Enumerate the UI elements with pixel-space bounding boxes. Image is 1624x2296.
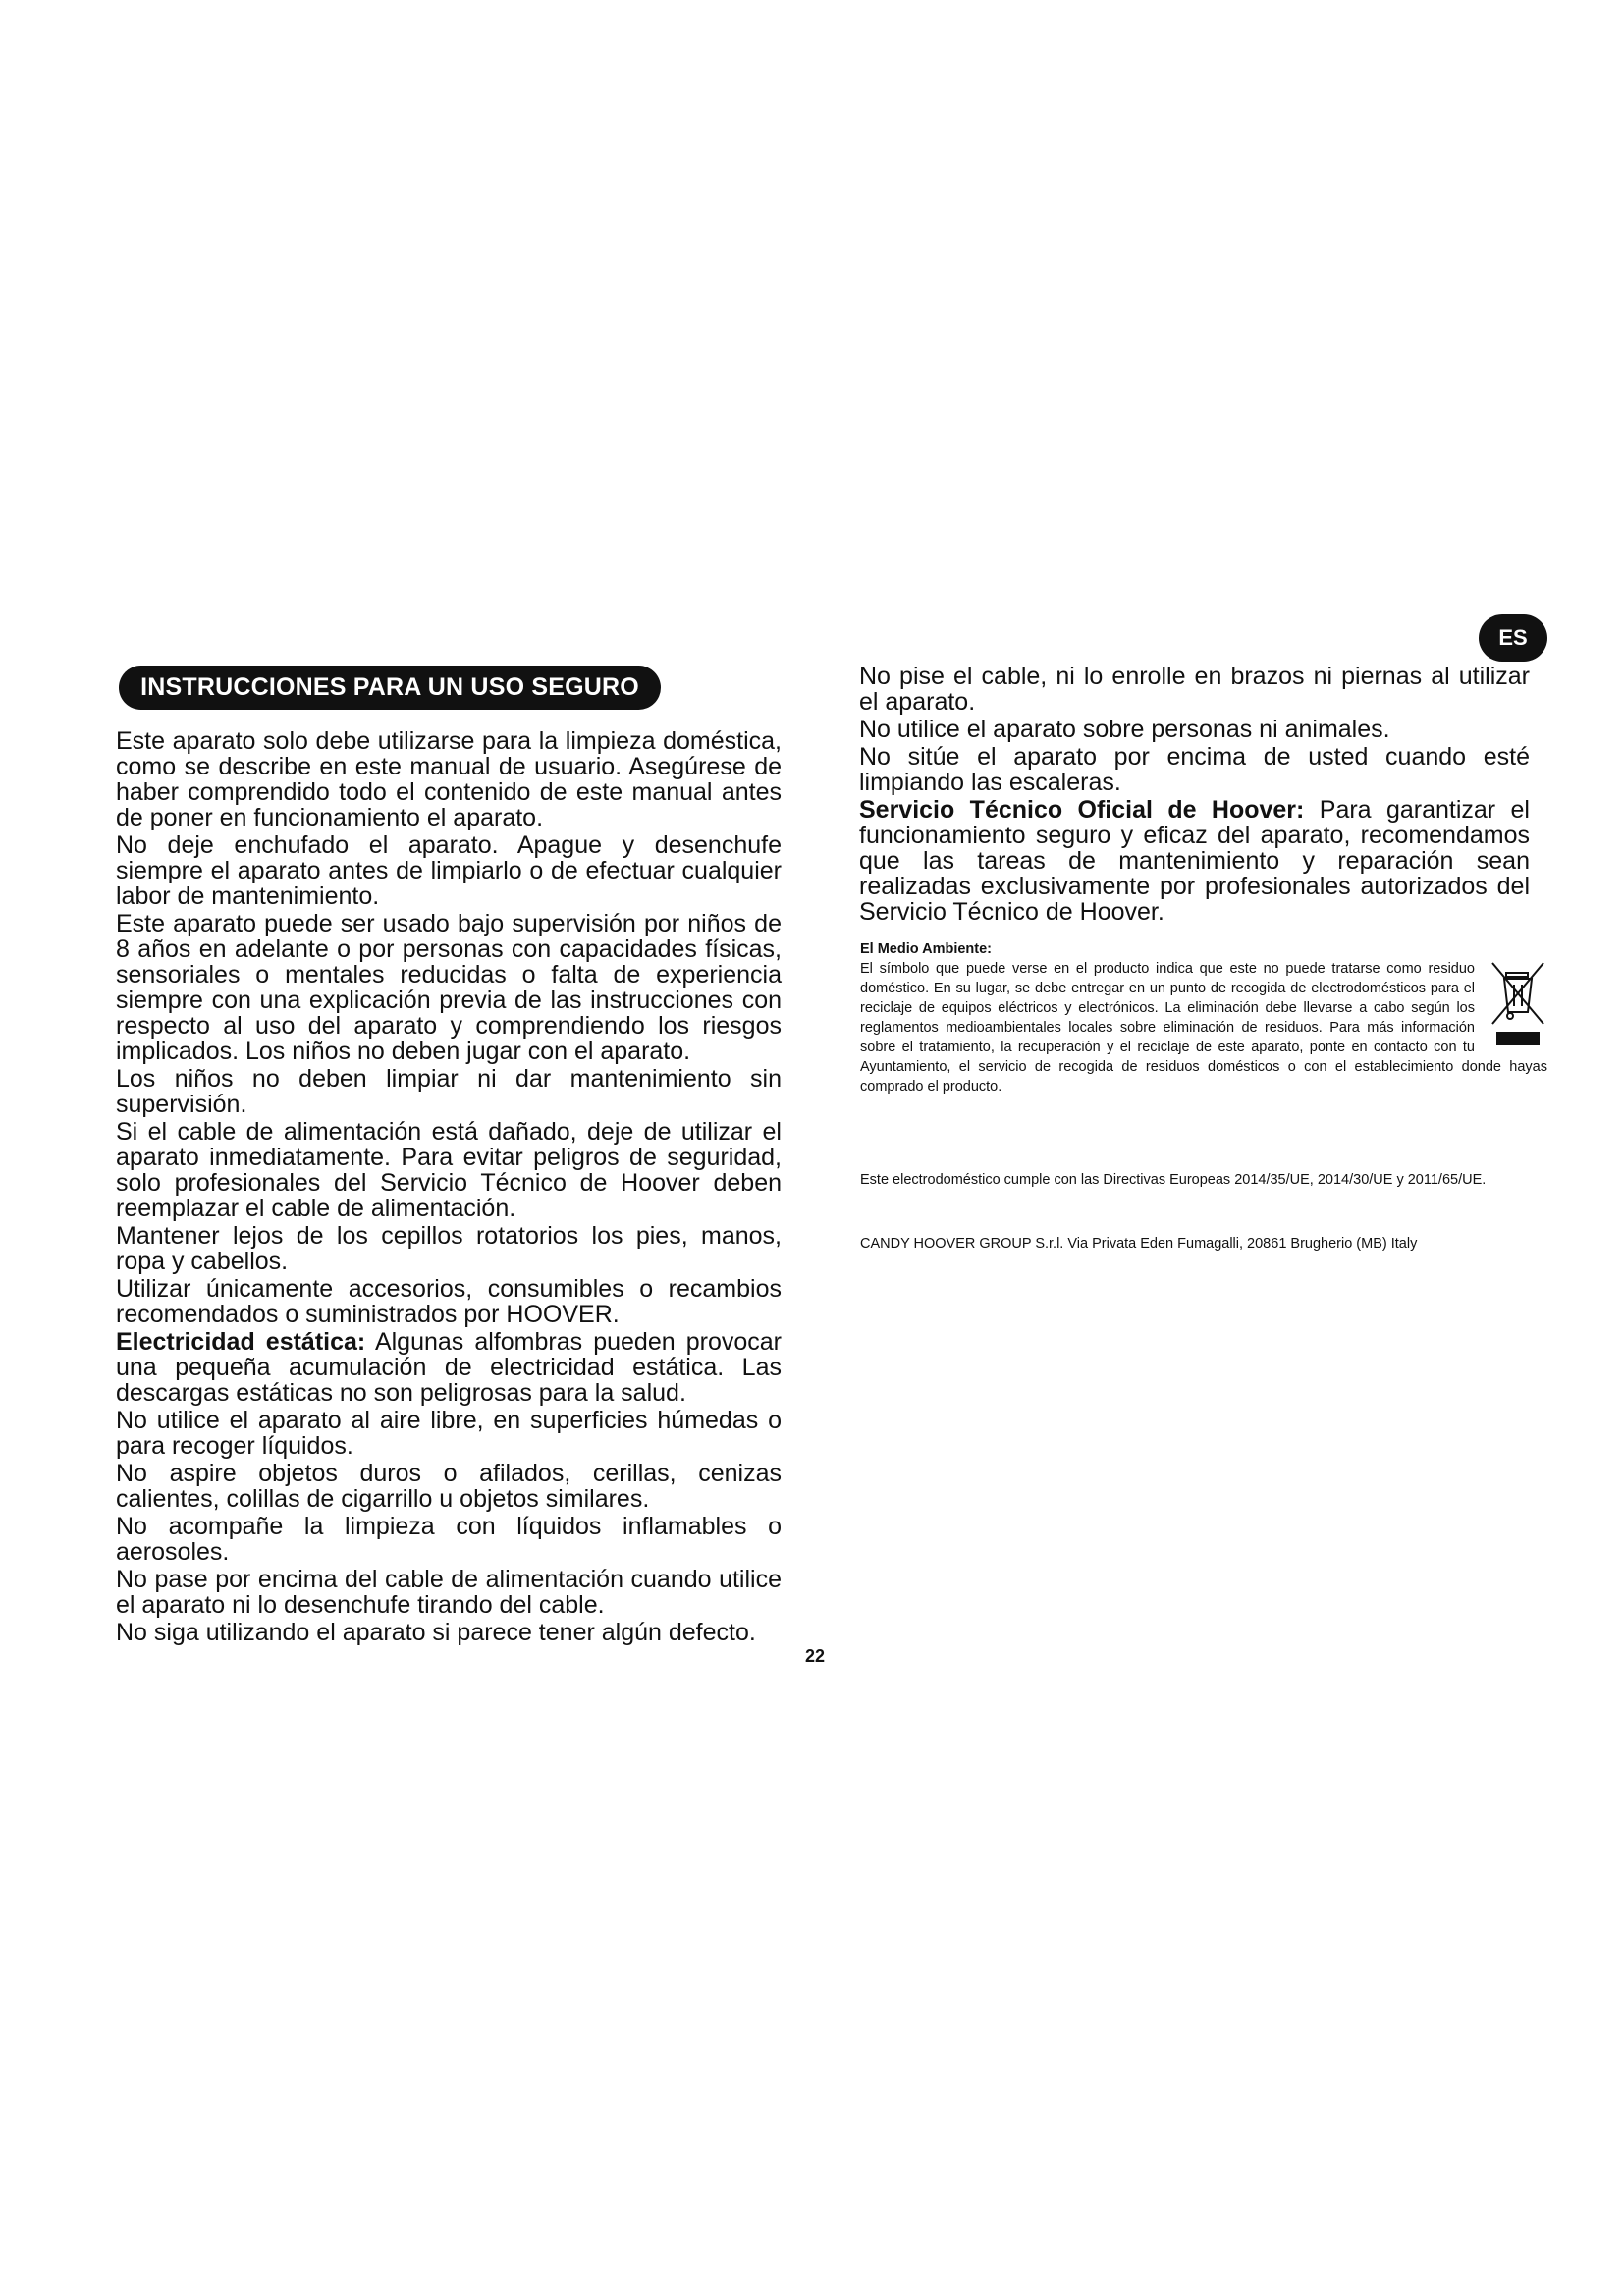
paragraph: Este aparato puede ser usado bajo supervisión por niños de 8 años en adelante o por personas con capacidades físicas, sensoriales o mentales reducidas o falta de experiencia siempre con una explicación previa de las instrucciones con respecto al uso del aparato y comprendiendo los riesgos implicados. Los niños no deben jugar con el aparato. [116, 910, 782, 1065]
paragraph-lead: Servicio Técnico Oficial de Hoover: [859, 796, 1305, 824]
language-badge: ES [1479, 614, 1547, 662]
environment-section [860, 939, 1547, 1096]
paragraph: No utilice el aparato sobre personas ni animales. [859, 716, 1390, 743]
paragraph: No utilice el aparato al aire libre, en superficies húmedas o para recoger líquidos. [116, 1407, 782, 1460]
paragraph: Los niños no deben limpiar ni dar mantenimiento sin supervisión. [116, 1065, 782, 1118]
paragraph: Este aparato solo debe utilizarse para la limpieza doméstica, como se describe en este manual de usuario. Asegúrese de haber comprendido todo el contenido de este manual antes de poner en funcionamiento el aparato. [116, 727, 782, 831]
environment-title: El Medio Ambiente: [860, 941, 992, 957]
paragraph: No aspire objetos duros o afilados, cerillas, cenizas calientes, colillas de cigarrillo u objetos similares. [116, 1460, 782, 1513]
paragraph: No siga utilizando el aparato si parece tener algún defecto. [116, 1619, 756, 1646]
page-number: 22 [805, 1646, 826, 1666]
paragraph: Si el cable de alimentación está dañado, deje de utilizar el aparato inmediatamente. Para evitar peligros de seguridad, solo profesionales del Servicio Técnico de Hoover deben reemplazar el cable de alimentación. [116, 1118, 782, 1222]
environment-text: El símbolo que puede verse en el producto indica que este no puede tratarse como residuo doméstico. En su lugar, se debe entregar en un punto de recogida de electrodomésticos para el reciclaje de equipos eléctricos y electrónicos. La eliminación debe llevarse a cabo según los reglamentos medioambientales locales sobre eliminación de residuos. Para más información sobre el tratamiento, la recuperación y el reciclaje de este aparato, ponte en contacto con tu Ayuntamiento, el servicio de recogida de residuos domésticos o con el establecimiento donde hayas comprado el producto. [860, 961, 1547, 1095]
paragraph: No pise el cable, ni lo enrolle en brazos ni piernas al utilizar el aparato. [859, 663, 1530, 716]
manufacturer-address: CANDY HOOVER GROUP S.r.l. Via Privata Eden Fumagalli, 20861 Brugherio (MB) Italy [860, 1236, 1418, 1252]
paragraph: No acompañe la limpieza con líquidos inflamables o aerosoles. [116, 1513, 782, 1566]
directive-compliance-text: Este electrodoméstico cumple con las Directivas Europeas 2014/35/UE, 2014/30/UE y 2011/65/UE. [860, 1172, 1487, 1188]
right-column [859, 664, 1530, 927]
section-heading: INSTRUCCIONES PARA UN USO SEGURO [119, 666, 661, 710]
paragraph: Servicio Técnico Oficial de Hoover: Para garantizar el funcionamiento seguro y eficaz del aparato, recomendamos que las tareas de mantenimiento y reparación sean realizadas exclusivamente por profesionales autorizados del Servicio Técnico de Hoover. [859, 796, 1530, 926]
weee-crossed-bin-icon [1489, 961, 1547, 1051]
paragraph: No sitúe el aparato por encima de usted cuando esté limpiando las escaleras. [859, 743, 1530, 796]
paragraph-lead: Electricidad estática: [116, 1328, 366, 1356]
paragraph: Electricidad estática: Algunas alfombras pueden provocar una pequeña acumulación de electricidad estática. Las descargas estáticas no son peligrosas para la salud. [116, 1328, 782, 1407]
paragraph: Mantener lejos de los cepillos rotatorios los pies, manos, ropa y cabellos. [116, 1222, 782, 1275]
paragraph: Utilizar únicamente accesorios, consumibles o recambios recomendados o suministrados por HOOVER. [116, 1275, 782, 1328]
left-column [116, 728, 782, 1647]
paragraph: No pase por encima del cable de alimentación cuando utilice el aparato ni lo desenchufe tirando del cable. [116, 1566, 782, 1619]
paragraph: No deje enchufado el aparato. Apague y desenchufe siempre el aparato antes de limpiarlo o de efectuar cualquier labor de mantenimiento. [116, 831, 782, 910]
